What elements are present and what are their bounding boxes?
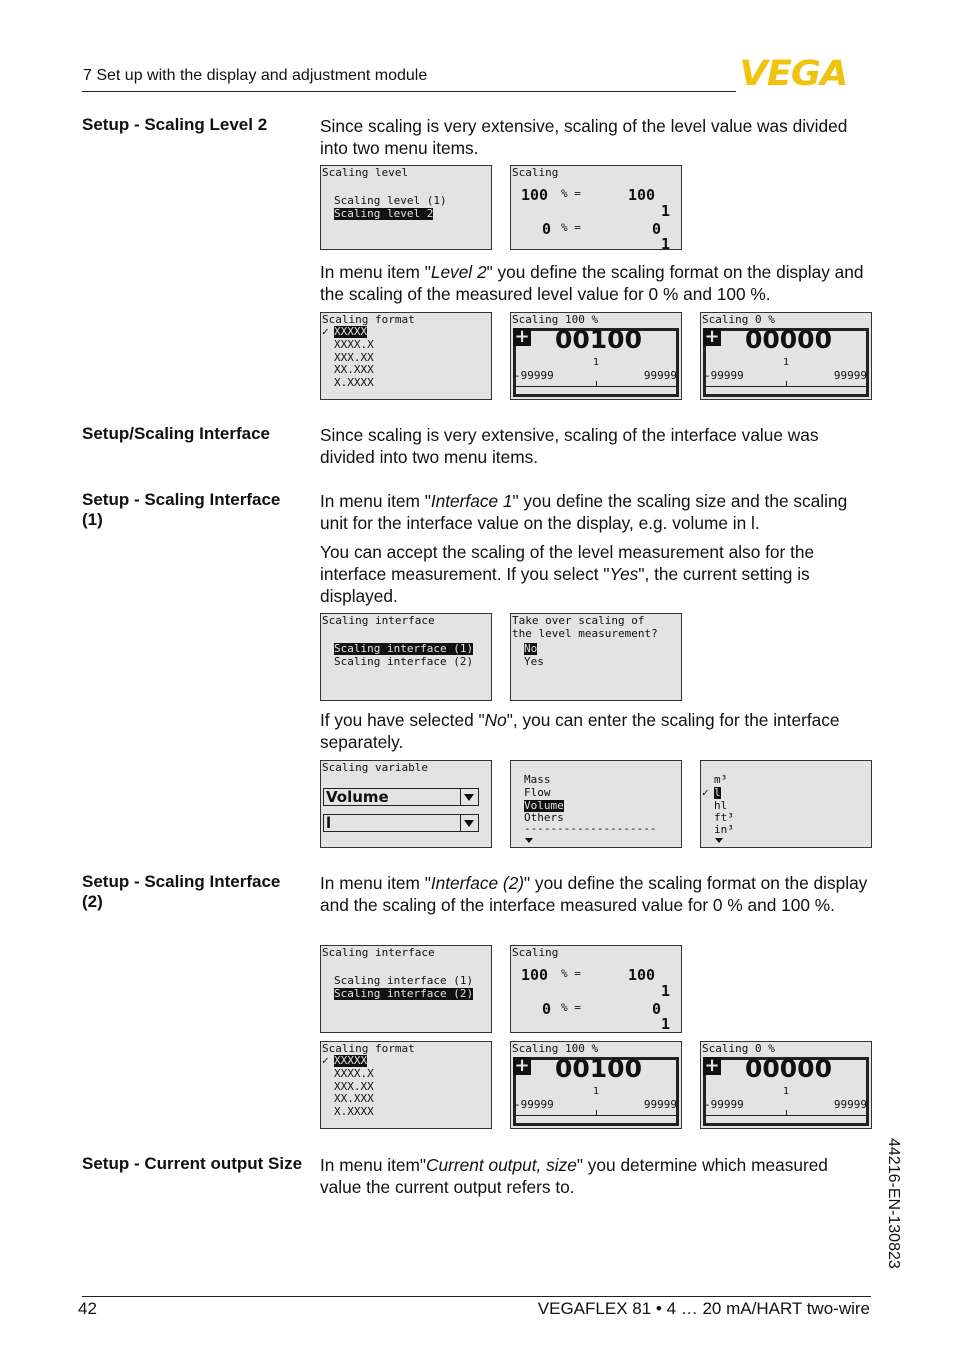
para-scaling-level-intro: Since scaling is very extensive, scaling of the level value was divided into two menu items. [320,116,848,158]
scroll-down-icon [525,838,533,843]
product-name: VEGAFLEX 81 • 4 … 20 mA/HART two-wire [537,1299,870,1318]
chevron-down-icon [460,815,478,831]
heading-current-output-size: Setup - Current output Size [82,1154,303,1173]
screen-scaling-100: Scaling 100 % + 00100 1 -99999 99999 [510,312,682,400]
heading-scaling-level-2: Setup - Scaling Level 2 [82,115,268,134]
para-level-2: In menu item "Level 2" you define the scaling format on the display and the scaling of the measured level value for 0 % and 100 %. [320,262,864,304]
screen-take-over: Take over scaling of the level measurement? No Yes [510,613,682,701]
screen-scaling-values: Scaling 100 % = 100 1 0 % = 0 1 [510,165,682,250]
heading-scaling-interface: Setup/Scaling Interface [82,424,270,443]
variable-select: Volume [323,788,479,806]
para-scaling-interface-intro: Since scaling is very extensive, scaling of the interface value was divided into two menu items. [320,425,819,467]
screen-scaling-0-2: Scaling 0 % + 00000 1 -99999 99999 [700,1041,872,1129]
para-interface-2: In menu item "Interface (2)" you define the scaling format on the display and the scaling of the interface measured value for 0 % and 100 %. [320,873,868,915]
chevron-down-icon [460,789,478,805]
screen-scaling-variable: Scaling variable Volume l [320,760,492,848]
vega-logo: VEGA [739,54,848,94]
document-id: 44216-EN-130823 [885,1138,902,1269]
para-interface-1: In menu item "Interface 1" you define the scaling size and the scaling unit for the interface value on the display, e.g. volume in l. [320,491,848,533]
screen-scaling-interface-2: Scaling interface Scaling interface (1) Scaling interface (2) [320,945,492,1033]
screen-scaling-format-2: Scaling format ✓ XXXXX XXXX.X XXX.XX XX.XXX X.XXXX [320,1041,492,1129]
screen-scaling-0: Scaling 0 % + 00000 1 -99999 99999 [700,312,872,400]
heading-scaling-interface-2: Setup - Scaling Interface (2) [82,872,281,911]
screen-scaling-format: Scaling format ✓ XXXXX XXXX.X XXX.XX XX.XXX X.XXXX [320,312,492,400]
footer-rule [82,1296,871,1297]
para-selected-no: If you have selected "No", you can enter the scaling for the interface separately. [320,710,840,752]
para-accept-scaling: You can accept the scaling of the level measurement also for the interface measurement. If you select "Yes", the current setting is displayed. [320,542,815,606]
screen-variable-list: Mass Flow Volume Others -------------------- [510,760,682,848]
scroll-down-icon [715,838,723,843]
heading-scaling-interface-1: Setup - Scaling Interface (1) [82,490,281,529]
page-number: 42 [78,1299,97,1318]
screen-scaling-level: Scaling level Scaling level (1) Scaling level 2 [320,165,492,250]
para-current-output: In menu item"Current output, size" you determine which measured value the current output refers to. [320,1155,828,1197]
header-rule [82,91,736,92]
screen-scaling-100-2: Scaling 100 % + 00100 1 -99999 99999 [510,1041,682,1129]
unit-select: l [323,814,479,832]
screen-unit-list: m³ ✓ l hl ft³ in³ [700,760,872,848]
running-header: 7 Set up with the display and adjustment module [83,67,428,84]
screen-scaling-interface-1: Scaling interface Scaling interface (1) Scaling interface (2) [320,613,492,701]
screen-scaling-values-2: Scaling 100 % = 100 1 0 % = 0 1 [510,945,682,1033]
